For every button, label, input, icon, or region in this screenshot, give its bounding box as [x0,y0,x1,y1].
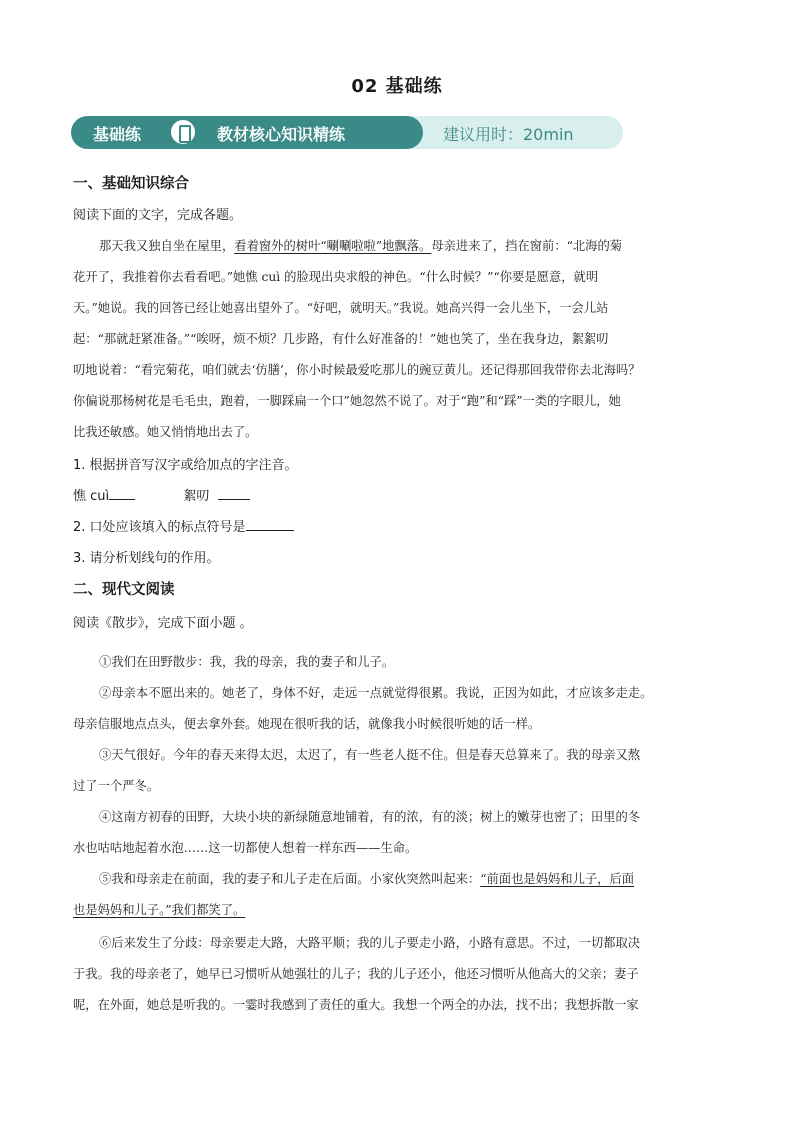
underlined-quote-part-1: “前面也是妈妈和儿子，后面 [480,872,635,886]
essay-paragraph-3-line-1: ③天气很好。今年的春天来得太迟，太迟了，有一些老人挺不住。但是春天总算来了。我的母亲又熬 [99,748,641,762]
question-2 [73,516,294,535]
q1b-label: 絮叨 [183,489,210,504]
banner-suggested-time: 建议用时：20min [443,125,574,144]
question-1: 1. 根据拼音写汉字或给加点的字注音。 [73,458,298,473]
essay-paragraph-5-start: ⑤我和母亲走在前面，我的妻子和儿子走在后面。小家伙突然叫起来： [99,872,481,886]
essay-paragraph-1: ①我们在田野散步：我，我的母亲，我的妻子和儿子。 [99,655,395,669]
essay-paragraph-6-line-1: ⑥后来发生了分歧：母亲要走大路，大路平顺；我的儿子要走小路，小路有意思。不过，一切都取决 [99,936,641,950]
essay-paragraph-4-line-1: ④这南方初春的田野，大块小块的新绿随意地铺着，有的浓，有的淡；树上的嫩芽也密了；田里的冬 [99,810,641,824]
passage-line-4: 起：“那就赶紧准备。”“唉呀，烦不烦？几步路，有什么好准备的！”她也笑了，坐在我身边，絮絮叨 [73,332,609,346]
section-banner [71,116,623,149]
banner-label-basic: 基础练 [93,125,142,144]
passage-line-5: 叨地说着：“看完菊花，咱们就去‘仿膳’，你小时候最爱吃那儿的豌豆黄儿。还记得那回我带你去北海吗？ [73,363,641,377]
banner-label-core: 教材核心知识精练 [217,125,346,144]
essay-paragraph-4-line-2: 水也咕咕地起着水泡……这一切都使人想着一样东西——生命。 [73,841,418,855]
essay-paragraph-3-line-2: 过了一个严冬。 [73,779,160,793]
passage-line-1-start: 那天我又独自坐在屋里， [99,239,235,253]
essay-paragraph-2-line-2: 母亲信服地点点头，便去拿外套。她现在很听我的话，就像我小时候很听她的话一样。 [73,717,541,731]
passage-line-2: 花开了，我推着你去看看吧。”她憔 cuì 的脸现出央求般的神色。“什么时候？”“你要是愿意，就明 [73,270,599,284]
essay-paragraph-5-line-2 [73,900,245,918]
passage-line-1 [99,236,622,254]
q2-answer-blank[interactable] [246,518,294,531]
question-1-blanks [73,485,250,504]
underlined-quote-part-2: 也是妈妈和儿子。”我们都笑了。 [73,903,246,917]
passage-line-6: 你偏说那杨树花是毛毛虫，跑着，一脚踩扁一个口”她忽然不说了。对于“跑”和“踩”一类的字眼儿，她 [73,394,621,408]
essay-paragraph-6-line-2: 于我。我的母亲老了，她早已习惯听从她强壮的儿子；我的儿子还小，他还习惯听从他高大的父亲；妻子 [73,967,639,981]
section1-intro: 阅读下面的文字，完成各题。 [73,208,243,223]
passage-line-7: 比我还敏感。她又悄悄地出去了。 [73,425,258,439]
passage-line-3: 天。”她说。我的回答已经让她喜出望外了。“好吧，就明天。”我说。她高兴得一会儿坐下，一会儿站 [73,301,609,315]
essay-paragraph-2-line-1: ②母亲本不愿出来的。她老了，身体不好，走远一点就觉得很累。我说，正因为如此，才应该多走走。 [99,686,653,700]
q1b-answer-blank[interactable] [218,487,250,500]
question-2-text: 2. 口处应该填入的标点符号是 [73,520,246,535]
section2-heading: 二、现代文阅读 [73,582,175,598]
page-title: 02 基础练 [351,76,443,97]
essay-paragraph-5-line-1 [99,869,634,887]
essay-paragraph-6-line-3: 呢，在外面，她总是听我的。一霎时我感到了责任的重大。我想一个两全的办法，找不出；我想拆散一家 [73,998,639,1012]
q1a-label: 憔 cuì [73,489,110,504]
passage-line-1-end: 母亲进来了，挡在窗前：“北海的菊 [431,239,623,253]
underlined-sentence: 看着窗外的树叶“唰唰啦啦”地飘落。 [234,239,432,253]
book-icon [169,118,197,146]
section2-intro: 阅读《散步》，完成下面小题 。 [73,616,253,631]
question-3: 3. 请分析划线句的作用。 [73,551,220,566]
section1-heading: 一、基础知识综合 [73,176,189,192]
q1a-answer-blank[interactable] [109,487,135,500]
